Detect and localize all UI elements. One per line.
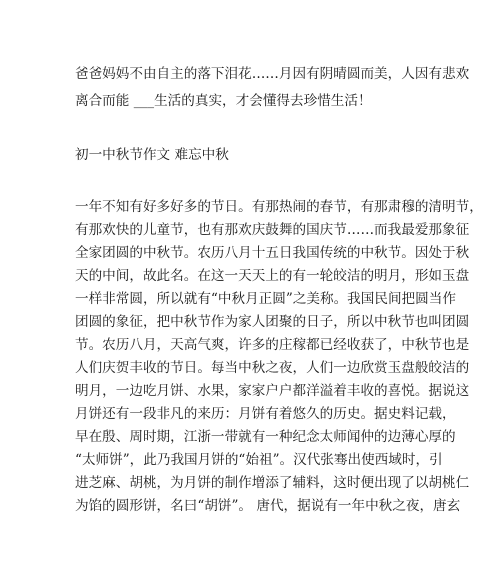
essay-line: 人们庆贺丰收的节日。每当中秋之夜，人们一边欣赏玉盘般皎洁的 [75, 360, 470, 376]
essay-line: 节。农历八月，天高气爽，许多的庄稼都已经收获了，中秋节也是 [75, 337, 470, 353]
essay-line: 月饼还有一段非凡的来历：月饼有着悠久的历史。据史料记载， [75, 406, 456, 422]
essay-line: 为馅的圆形饼，名曰“胡饼”。 唐代，据说有一年中秋之夜，唐玄 [75, 498, 461, 514]
essay-line: 一样非常圆，所以就有“中秋月正圆”之美称。我国民间把圆当作 [75, 291, 456, 307]
essay-line: 进芝麻、胡桃，为月饼的制作增添了辅料，这时便出现了以胡桃仁 [75, 475, 470, 491]
essay-line: 早在殷、周时期，江浙一带就有一种纪念太师闻仲的边薄心厚的 [75, 429, 456, 445]
essay-line: 全家团圆的中秋节。农历八月十五日我国传统的中秋节。因处于秋 [75, 245, 470, 261]
essay-line: 天的中间，故此名。在这一天天上的有一轮皎洁的明月，形如玉盘 [75, 268, 470, 284]
essay-line: 有那欢快的儿童节，也有那欢庆鼓舞的国庆节……而我最爱那象征 [75, 222, 470, 238]
intro-line: 爸爸妈妈不由自主的落下泪花……月因有阴晴圆而美，人因有悲欢 [75, 66, 470, 82]
essay-line: 一年不知有好多好多的节日。有那热闹的春节，有那肃穆的清明节， [75, 199, 483, 215]
essay-title: 初一中秋节作文 难忘中秋 [75, 147, 229, 163]
essay-line: “太师饼”，此乃我国月饼的“始祖”。汉代张骞出使西域时，引 [75, 452, 443, 468]
essay-line: 明月，一边吃月饼、水果，家家户户都洋溢着丰收的喜悦。据说这 [75, 383, 470, 399]
essay-line: 团圆的象征，把中秋节作为家人团聚的日子，所以中秋节也叫团圆 [75, 314, 470, 330]
intro-line: 离合而能 ___生活的真实，才会懂得去珍惜生活！ [75, 93, 372, 109]
